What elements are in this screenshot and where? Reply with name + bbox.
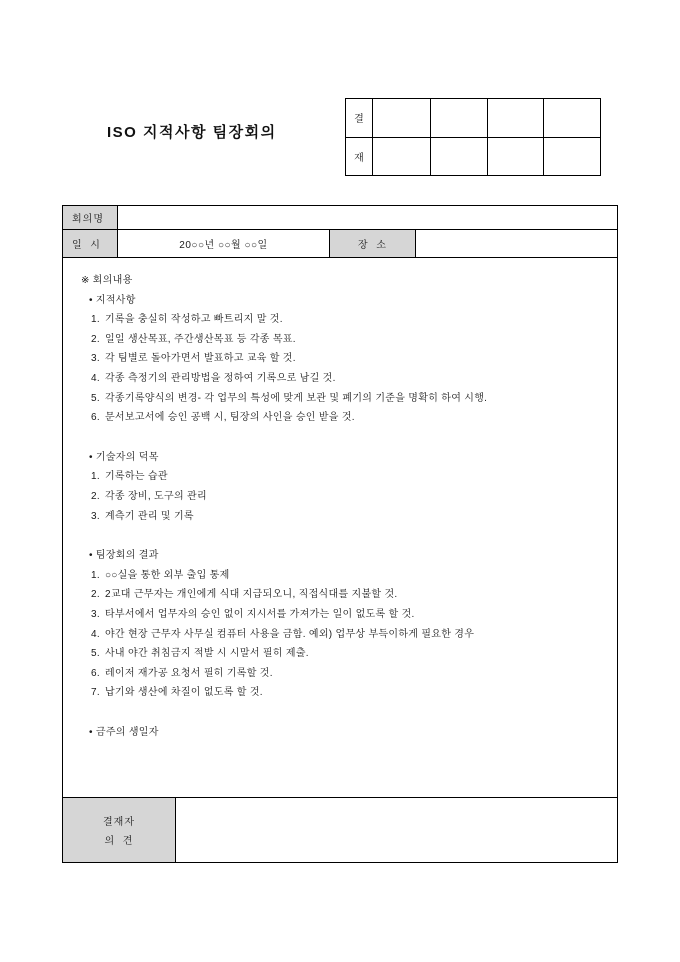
approval-signature-cell: [543, 99, 600, 137]
approval-signature-cell: [487, 137, 544, 175]
item-number: 6.: [91, 412, 100, 424]
item-text: 야간 현장 근무자 사무실 컴퓨터 사용을 금함. 예외) 업무상 부득이하게 필요한 경우: [104, 628, 475, 640]
item-number: 3.: [91, 353, 100, 365]
approval-label-bottom: 재: [354, 152, 364, 164]
section-item: [81, 487, 601, 507]
item-text: 레이저 재가공 요청서 필히 기록할 것.: [104, 667, 273, 679]
section-item: [81, 467, 601, 487]
item-number: 4.: [91, 628, 100, 640]
approver-opinion-row: [63, 798, 617, 862]
meeting-name-row: [63, 206, 617, 230]
section-item: [81, 605, 601, 625]
item-number: 3.: [91, 608, 100, 620]
approval-signature-cell: [373, 99, 430, 137]
content-section: [81, 723, 601, 743]
section-item: [81, 625, 601, 645]
content-heading: ※ 회의내용: [81, 275, 133, 286]
date-value: 20○○년 ○○월 ○○일: [118, 230, 330, 257]
section-title: • 기술자의 덕목: [89, 451, 159, 463]
item-text: 타부서에서 업무자의 승인 없이 지시서를 가져가는 일이 없도록 할 것.: [104, 608, 415, 620]
item-text: 기록하는 습관: [104, 471, 168, 483]
item-text: 각종기록양식의 변경- 각 업무의 특성에 맞게 보관 및 폐기의 기준을 명확히 하여 시행.: [104, 392, 488, 404]
approval-signature-cell: [430, 99, 487, 137]
meeting-name-value: [118, 206, 617, 229]
item-number: 5.: [91, 648, 100, 660]
approval-signature-cell: [373, 137, 430, 175]
section-title: • 금주의 생일자: [89, 726, 159, 738]
item-number: 7.: [91, 687, 100, 699]
approval-signature-cell: [430, 137, 487, 175]
section-item: [81, 310, 601, 330]
meeting-content-row: [63, 258, 617, 798]
meeting-form-table: [62, 205, 618, 863]
section-item: [81, 644, 601, 664]
item-number: 6.: [91, 667, 100, 679]
section-item: [81, 369, 601, 389]
item-number: 2.: [91, 333, 100, 345]
approval-label-top: 결: [346, 99, 372, 138]
section-title: • 팀장회의 결과: [89, 550, 159, 562]
approver-opinion-label-line2: 의 견: [104, 836, 134, 847]
item-text: 각종 측정기의 관리방법을 정하여 기록으로 남길 것.: [104, 372, 336, 384]
section-item: [81, 566, 601, 586]
date-place-row: [63, 230, 617, 258]
section-item: [81, 349, 601, 369]
item-number: 5.: [91, 392, 100, 404]
page-title: ISO 지적사항 팀장회의: [107, 124, 277, 141]
item-number: 4.: [91, 372, 100, 384]
approver-opinion-label-line1: 결재자: [103, 817, 135, 828]
item-text: 계측기 관리 및 기록: [104, 510, 194, 522]
item-text: 문서보고서에 승인 공백 시, 팀장의 사인을 승인 받을 것.: [104, 412, 355, 424]
item-text: 일일 생산목표, 주간생산목표 등 각종 목표.: [104, 333, 296, 345]
meeting-content-sections: [81, 291, 601, 743]
content-section: [81, 448, 601, 526]
content-section: [81, 291, 601, 428]
place-label: 장 소: [330, 230, 416, 257]
item-number: 3.: [91, 510, 100, 522]
section-title: • 지적사항: [89, 294, 136, 306]
item-text: 납기와 생산에 차질이 없도록 할 것.: [104, 687, 263, 699]
item-number: 1.: [91, 471, 100, 483]
item-number: 1.: [91, 569, 100, 581]
section-item: [81, 330, 601, 350]
section-item: [81, 683, 601, 703]
item-text: 각 팀별로 돌아가면서 발표하고 교육 할 것.: [104, 353, 296, 365]
section-item: [81, 389, 601, 409]
meeting-content: [63, 258, 617, 797]
approval-signature-grid: [373, 99, 600, 175]
place-value: [416, 230, 617, 257]
section-item: [81, 585, 601, 605]
item-text: 사내 야간 취침금지 적발 시 시말서 필히 제출.: [104, 648, 309, 660]
section-item: [81, 507, 601, 527]
approval-signature-cell: [543, 137, 600, 175]
item-text: 기록을 충실히 작성하고 빠트리지 말 것.: [104, 314, 283, 326]
item-number: 1.: [91, 314, 100, 326]
section-item: [81, 664, 601, 684]
approver-opinion-label: [63, 798, 176, 862]
section-item: [81, 408, 601, 428]
item-text: ○○실을 통한 외부 출입 통제: [104, 569, 230, 581]
item-number: 2.: [91, 490, 100, 502]
approval-label-column: [346, 99, 373, 175]
item-text: 각종 장비, 도구의 관리: [104, 490, 207, 502]
meeting-name-label: 회의명: [63, 206, 118, 229]
item-number: 2.: [91, 589, 100, 601]
approval-signature-cell: [487, 99, 544, 137]
approver-opinion-value: [176, 798, 617, 862]
content-section: [81, 546, 601, 703]
item-text: 2교대 근무자는 개인에게 식대 지급되오니, 직접식대를 지불할 것.: [104, 589, 398, 601]
date-label: 일 시: [63, 230, 118, 257]
approval-box: [345, 98, 601, 176]
